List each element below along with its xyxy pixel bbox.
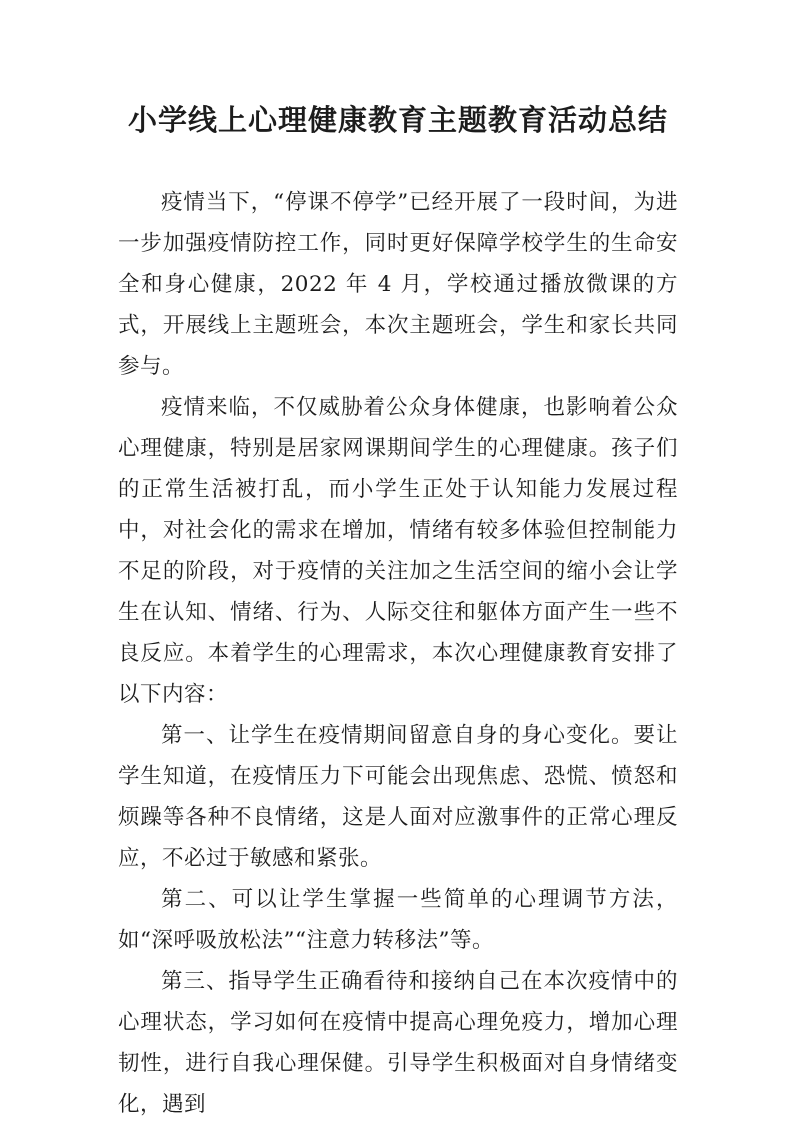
document-body [118,182,678,1122]
document-title: 小学线上心理健康教育主题教育活动总结 [127,103,668,137]
paragraph-point-1: 第一、让学生在疫情期间留意自身的身心变化。要让学生知道，在疫情压力下可能会出现焦虑、恐慌、愤怒和烦躁等各种不良情绪，这是人面对应激事件的正常心理反应，不必过于敏感和紧张。 [118,723,678,871]
paragraph-intro: 疫情当下，“停课不停学”已经开展了一段时间，为进一步加强疫情防控工作，同时更好保障学校学生的生命安全和身心健康，2022 年 4 月，学校通过播放微课的方式，开展线上主题班会，本次主题班会，学生和家长共同参与。 [118,190,678,379]
paragraph-point-2: 第二、可以让学生掌握一些简单的心理调节方法，如“深呼吸放松法”“注意力转移法”等。 [118,887,678,953]
paragraph-background: 疫情来临，不仅威胁着公众身体健康，也影响着公众心理健康，特别是居家网课期间学生的心理健康。孩子们的正常生活被打乱，而小学生正处于认知能力发展过程中，对社会化的需求在增加，情绪有较多体验但控制能力不足的阶段，对于疫情的关注加之生活空间的缩小会让学生在认知、情绪、行为、人际交往和躯体方面产生一些不良反应。本着学生的心理需求，本次心理健康教育安排了以下内容： [118,395,678,707]
paragraph-point-3: 第三、指导学生正确看待和接纳自己在本次疫情中的心理状态，学习如何在疫情中提高心理免疫力，增加心理韧性，进行自我心理保健。引导学生积极面对自身情绪变化，遇到 [118,969,678,1117]
